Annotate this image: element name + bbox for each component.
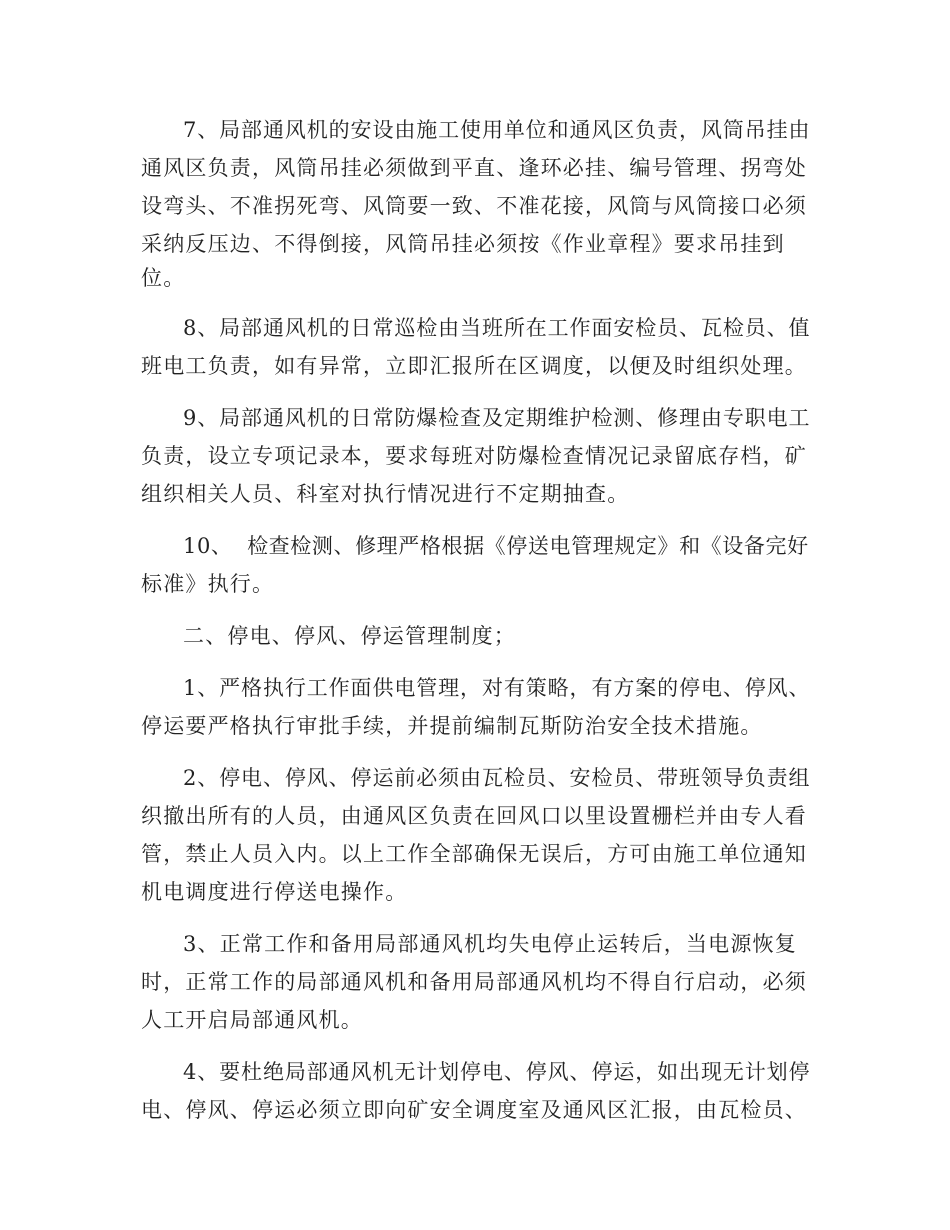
- paragraph-line: 人工开启局部通风机。: [141, 1008, 363, 1032]
- paragraph-line: 时，正常工作的局部通风机和备用局部通风机均不得自行启动，必须: [141, 970, 807, 994]
- paragraph-line: 4、要杜绝局部通风机无计划停电、停风、停运，如出现无计划停: [183, 1060, 811, 1084]
- paragraph-line: 通风区负责，风筒吊挂必须做到平直、逢环必挂、编号管理、拐弯处: [141, 156, 807, 180]
- paragraph-line: 停运要严格执行审批手续，并提前编制瓦斯防治安全技术措施。: [141, 714, 763, 738]
- section-heading-text: 二、停电、停风、停运管理制度；: [183, 624, 516, 648]
- paragraph-line: 2、停电、停风、停运前必须由瓦检员、安检员、带班领导负责组: [183, 766, 811, 790]
- paragraph-line: 1、严格执行工作面供电管理，对有策略，有方案的停电、停风、: [183, 676, 811, 700]
- paragraph-line: 电、停风、停运必须立即向矿安全调度室及通风区汇报，由瓦检员、: [141, 1098, 807, 1122]
- paragraph-line: 班电工负责，如有异常，立即汇报所在区调度，以便及时组织处理。: [141, 354, 807, 378]
- paragraph-line: 机电调度进行停送电操作。: [141, 880, 408, 904]
- paragraph-line: 织撤出所有的人员，由通风区负责在回风口以里设置栅栏并由专人看: [141, 804, 807, 828]
- paragraph-line: 标准》执行。: [141, 572, 275, 596]
- paragraph-line: 3、正常工作和备用局部通风机均失电停止运转后，当电源恢复: [183, 932, 797, 956]
- paragraph-line: 9、局部通风机的日常防爆检查及定期维护检测、修理由专职电工: [183, 406, 811, 430]
- paragraph-line: 负责，设立专项记录本，要求每班对防爆检查情况记录留底存档，矿: [141, 444, 807, 468]
- paragraph-line: 10、 检查检测、修理严格根据《停送电管理规定》和《设备完好: [183, 534, 809, 558]
- paragraph-line: 设弯头、不准拐死弯、风筒要一致、不准花接，风筒与风筒接口必须: [141, 194, 807, 218]
- paragraph-line: 7、局部通风机的安设由施工使用单位和通风区负责，风筒吊挂由: [183, 118, 811, 142]
- paragraph-line: 位。: [141, 266, 186, 290]
- paragraph-line: 管，禁止人员入内。以上工作全部确保无误后，方可由施工单位通知: [141, 842, 807, 866]
- paragraph-line: 组织相关人员、科室对执行情况进行不定期抽查。: [141, 482, 630, 506]
- paragraph-line: 采纳反压边、不得倒接，风筒吊挂必须按《作业章程》要求吊挂到: [141, 232, 785, 256]
- paragraph-line: 8、局部通风机的日常巡检由当班所在工作面安检员、瓦检员、值: [183, 316, 811, 340]
